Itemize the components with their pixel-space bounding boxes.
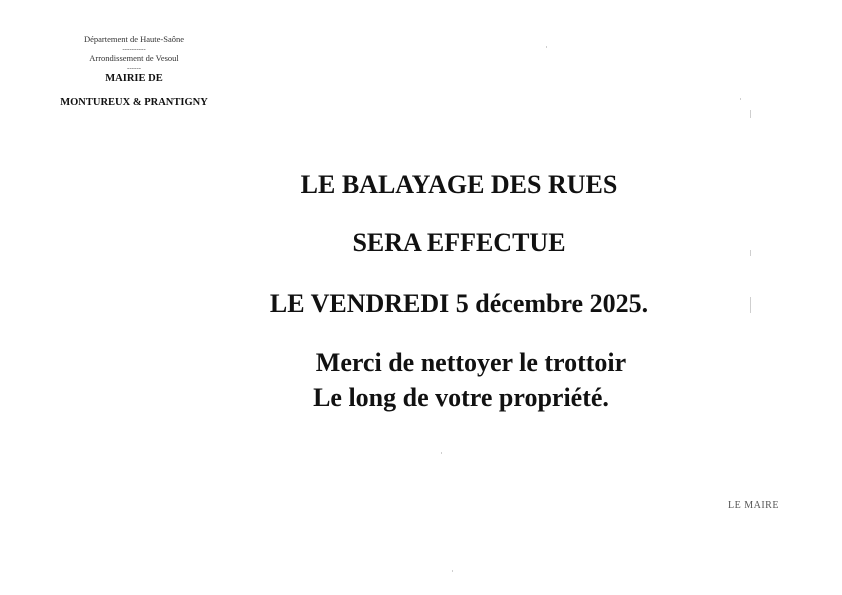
mairie-label: MAIRIE DE (105, 73, 163, 84)
notice-heading-line2: SERA EFFECTUE (352, 228, 566, 257)
scan-speck (740, 98, 741, 100)
notice-date-line: LE VENDREDI 5 décembre 2025. (269, 289, 649, 318)
separator-dashes: ------ (127, 64, 141, 72)
scan-speck (750, 250, 751, 256)
notice-request-line1: Merci de nettoyer le trottoir (315, 348, 627, 377)
commune-name: MONTUREUX & PRANTIGNY (60, 97, 208, 108)
department-label: Département de Haute-Saône (83, 34, 185, 44)
letterhead (44, 34, 224, 110)
scan-speck (750, 297, 751, 313)
separator-dashes: ---------- (122, 45, 146, 53)
scan-speck (546, 46, 547, 48)
notice-heading-line1: LE BALAYAGE DES RUES (300, 170, 618, 199)
scan-speck (441, 452, 442, 454)
notice-request-line2: Le long de votre propriété. (313, 383, 609, 412)
scan-speck (750, 110, 751, 118)
scan-speck (452, 570, 453, 572)
arrondissement-label: Arrondissement de Vesoul (89, 53, 179, 63)
signature: LE MAIRE (728, 500, 779, 511)
